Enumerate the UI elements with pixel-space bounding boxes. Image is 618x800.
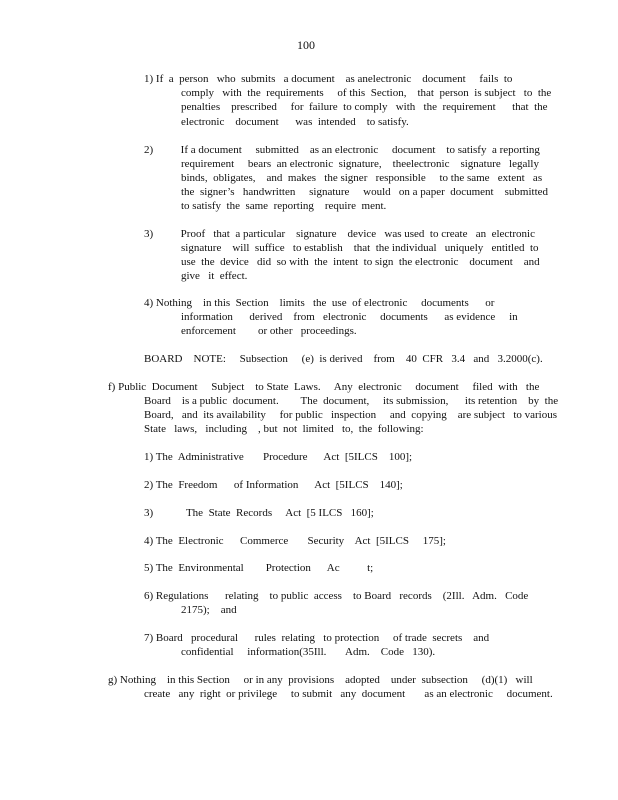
- d-item-1-line: 1) If a person who submits a document as anelectronic document fails to: [144, 73, 513, 85]
- d-item-1-line: electronic document was intended to satisfy.: [181, 116, 409, 128]
- d-item-3-line: signature will suffice to establish that the individual uniquely entitled to: [181, 242, 539, 254]
- d-item-2-line: requirement bears an electronic signature, theelectronic signature legally: [181, 158, 539, 170]
- f-item-2: 2) The Freedom of Information Act [5ILCS 140];: [144, 479, 403, 491]
- subsection-f-line: State laws, including , but not limited to, the following:: [144, 423, 424, 435]
- subsection-f-line: Board is a public document. The document, its submission, its retention by the: [144, 395, 559, 407]
- d-item-2-line: binds, obligates, and makes the signer responsible to the same extent as: [181, 172, 543, 184]
- f-item-7-line: confidential information(35Ill. Adm. Code 130).: [181, 646, 436, 658]
- page-number: 100: [297, 38, 315, 52]
- f-item-1: 1) The Administrative Procedure Act [5ILCS 100];: [144, 451, 413, 463]
- f-item-6-line: 6) Regulations relating to public access to Board records (2Ill. Adm. Code: [144, 590, 529, 602]
- d-item-4-line: 4) Nothing in this Section limits the use of electronic documents or: [144, 297, 495, 309]
- d-item-1-line: comply with the requirements of this Section, that person is subject to the: [181, 87, 552, 99]
- d-item-2-line: to satisfy the same reporting require ment.: [181, 200, 387, 212]
- d-item-3-line: use the device did so with the intent to sign the electronic document and: [181, 256, 540, 268]
- subsection-g-line: g) Nothing in this Section or in any provisions adopted under subsection (d)(1) will: [108, 674, 533, 686]
- subsection-g-line: create any right or privilege to submit any document as an electronic document.: [144, 688, 553, 700]
- f-item-4: 4) The Electronic Commerce Security Act [5ILCS 175];: [144, 535, 446, 547]
- d-item-4-line: enforcement or other proceedings.: [181, 325, 357, 337]
- subsection-f-line: Board, and its availability for public inspection and copying are subject to various: [144, 409, 558, 421]
- d-item-4-line: information derived from electronic documents as evidence in: [181, 311, 518, 323]
- d-item-3-line: give it effect.: [181, 270, 248, 282]
- d-item-2-line: 2) If a document submitted as an electronic document to satisfy a reporting: [144, 144, 540, 156]
- f-item-5: 5) The Environmental Protection Ac t;: [144, 562, 374, 574]
- f-item-6-line: 2175); and: [181, 604, 237, 616]
- f-item-7-line: 7) Board procedural rules relating to protection of trade secrets and: [144, 632, 490, 644]
- f-item-3: 3) The State Records Act [5 ILCS 160];: [144, 507, 374, 519]
- subsection-f-line: f) Public Document Subject to State Laws. Any electronic document filed with the: [108, 381, 540, 393]
- board-note: BOARD NOTE: Subsection (e) is derived from 40 CFR 3.4 and 3.2000(c).: [144, 353, 543, 365]
- d-item-1-line: penalties prescribed for failure to comply with the requirement that the: [181, 101, 548, 113]
- d-item-3-line: 3) Proof that a particular signature device was used to create an electronic: [144, 228, 535, 240]
- d-item-2-line: the signer’s handwritten signature would on a paper document submitted: [181, 186, 549, 198]
